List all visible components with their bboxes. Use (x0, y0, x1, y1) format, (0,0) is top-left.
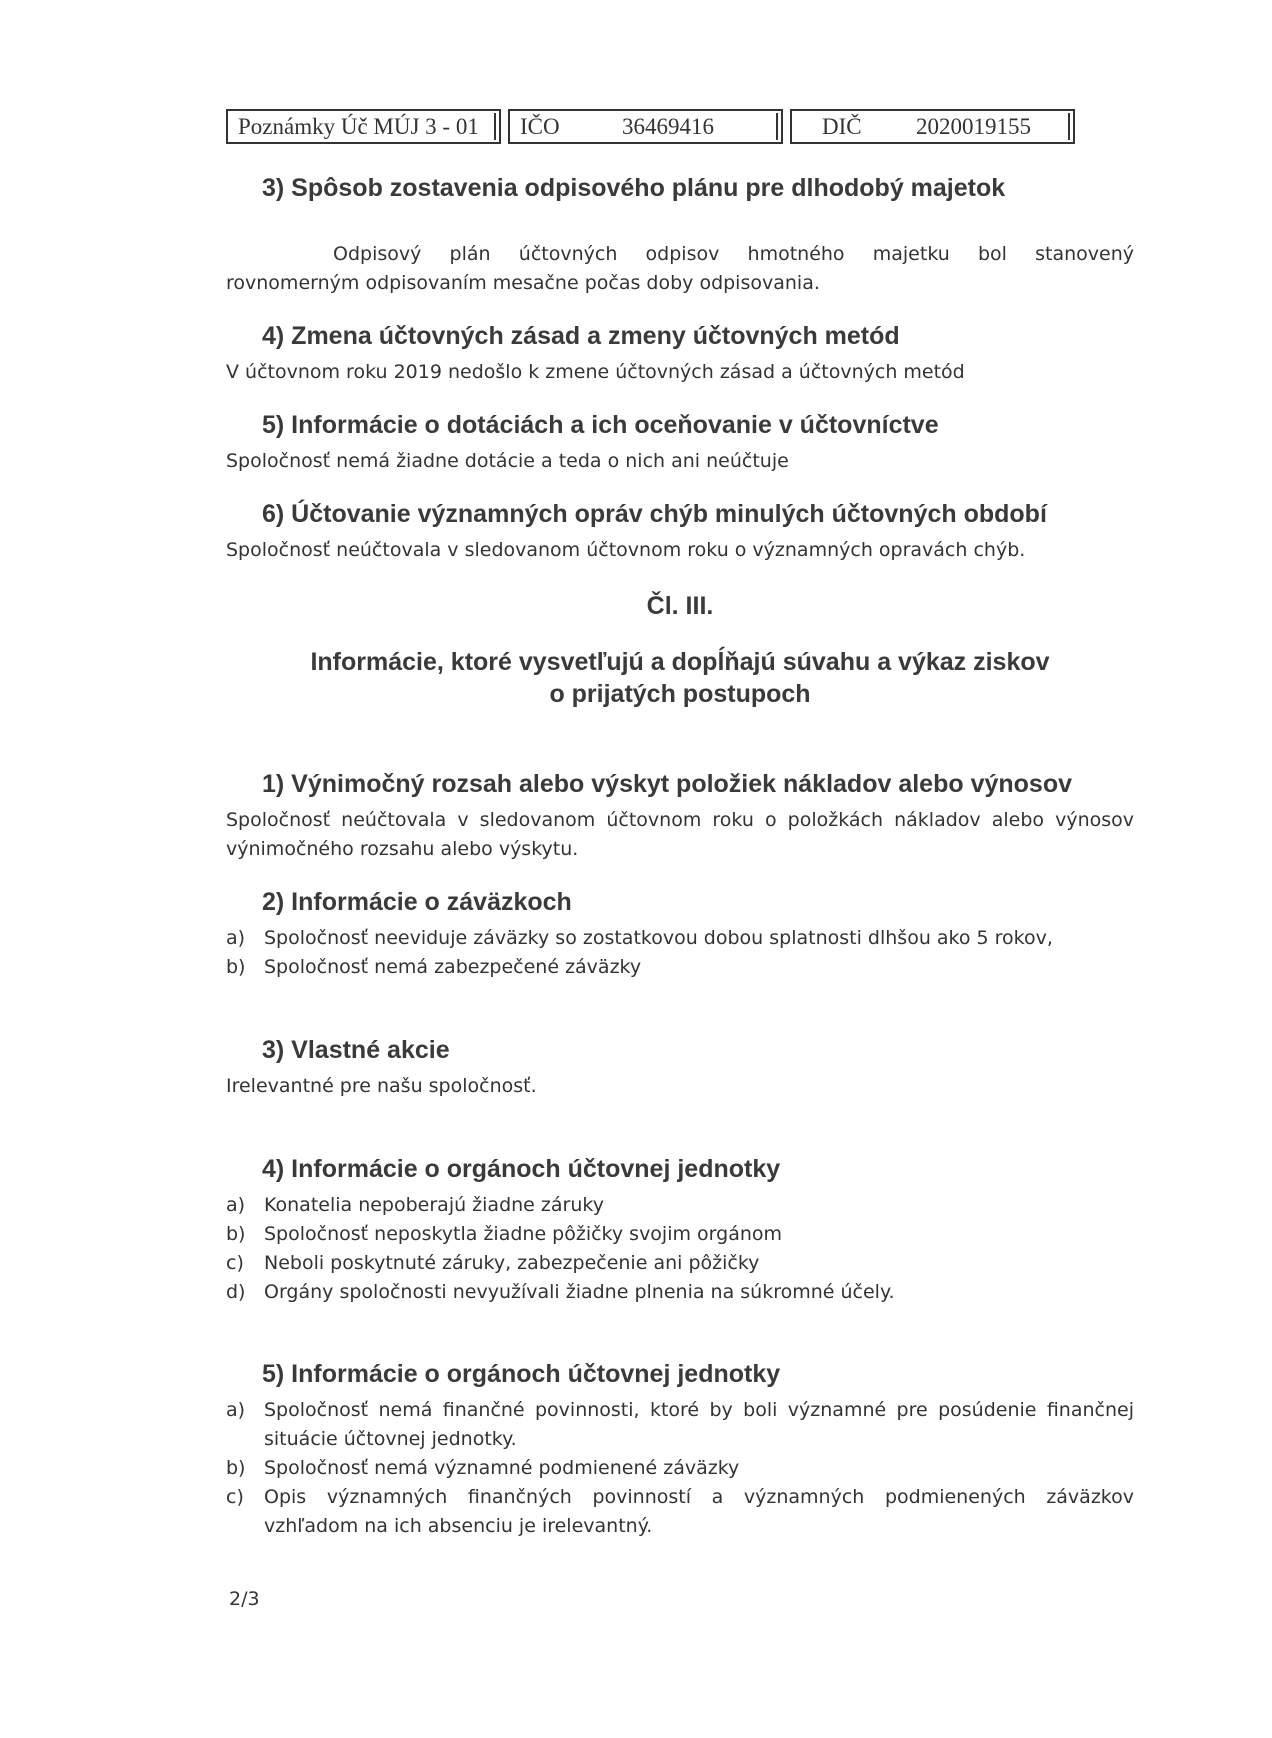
article-2-title: 2) Informácie o záväzkoch (262, 888, 572, 916)
list-text-line-2: vzhľadom na ich absenciu je irelevantný. (264, 1515, 653, 1537)
list-text: Neboli poskytnuté záruky, zabezpečenie ani pôžičky (264, 1252, 760, 1274)
list-marker: a) (226, 1194, 246, 1216)
article-3-title: 3) Vlastné akcie (262, 1036, 450, 1064)
header-dic-box (790, 109, 1075, 144)
list-marker: b) (226, 956, 246, 978)
header-ico-value: 36469416 (622, 114, 714, 139)
list-marker: b) (226, 1457, 246, 1479)
list-marker: c) (226, 1252, 244, 1274)
section-3-line-1: Odpisový plán účtovných odpisov hmotného majetku bol stanovený (333, 243, 1134, 265)
list-text: Spoločnosť neeviduje záväzky so zostatkovou dobou splatnosti dlhšou ako 5 rokov, (264, 927, 1053, 949)
section-5-text: Spoločnosť nemá žiadne dotácie a teda o nich ani neúčtuje (226, 450, 789, 472)
article-title-line-2: o prijatých postupoch (549, 680, 811, 708)
list-marker: b) (226, 1223, 246, 1245)
list-text (264, 1483, 1134, 1541)
header-dic-label: DIČ (822, 114, 862, 139)
list-marker: c) (226, 1486, 244, 1508)
list-text-line-1: Spoločnosť nemá finančné povinnosti, ktoré by boli významné pre posúdenie finančnej (264, 1399, 1134, 1421)
section-6-text: Spoločnosť neúčtovala v sledovanom účtovnom roku o významných opravách chýb. (226, 539, 1026, 561)
section-4-text: V účtovnom roku 2019 nedošlo k zmene účtovných zásad a účtovných metód (226, 361, 965, 383)
section-3-title: 3) Spôsob zostavenia odpisového plánu pre dlhodobý majetok (262, 174, 1006, 202)
list-text (264, 1396, 1134, 1454)
page-number: 2/3 (229, 1588, 260, 1610)
article-1-line-2: výnimočného rozsahu alebo výskytu. (226, 838, 579, 860)
list-marker: a) (226, 1399, 246, 1421)
section-4-title: 4) Zmena účtovných zásad a zmeny účtovných metód (262, 322, 900, 350)
article-title-line-1: Informácie, ktoré vysvetľujú a dopĺňajú súvahu a výkaz ziskov (310, 648, 1050, 676)
section-5-title: 5) Informácie o dotáciách a ich oceňovanie v účtovníctve (262, 411, 939, 439)
article-number: Čl. III. (646, 592, 714, 620)
list-text: Spoločnosť nemá významné podmienené záväzky (264, 1457, 740, 1479)
header-dic-value: 2020019155 (916, 114, 1031, 139)
list-marker: a) (226, 927, 246, 949)
section-3-line-2: rovnomerným odpisovaním mesačne počas doby odpisovania. (226, 272, 820, 294)
article-1-title: 1) Výnimočný rozsah alebo výskyt položiek nákladov alebo výnosov (262, 770, 1072, 798)
list-text-line-2: situácie účtovnej jednotky. (264, 1428, 517, 1450)
article-5-title: 5) Informácie o orgánoch účtovnej jednotky (262, 1360, 781, 1388)
header-doc-box (226, 109, 501, 144)
list-text: Konatelia nepoberajú žiadne záruky (264, 1194, 604, 1216)
article-4-title: 4) Informácie o orgánoch účtovnej jednotky (262, 1155, 781, 1183)
article-3-text: Irelevantné pre našu spoločnosť. (226, 1075, 537, 1097)
header-ico-label: IČO (520, 114, 560, 139)
section-6-title: 6) Účtovanie významných opráv chýb minulých účtovných období (262, 500, 1047, 528)
list-text: Orgány spoločnosti nevyužívali žiadne plnenia na súkromné účely. (264, 1281, 895, 1303)
list-marker: d) (226, 1281, 246, 1303)
header-doc: Poznámky Úč MÚJ 3 - 01 (238, 114, 479, 139)
list-text: Spoločnosť neposkytla žiadne pôžičky svojim orgánom (264, 1223, 783, 1245)
list-text: Spoločnosť nemá zabezpečené záväzky (264, 956, 642, 978)
article-1-line-1: Spoločnosť neúčtovala v sledovanom účtovnom roku o položkách nákladov alebo výnosov (226, 809, 1134, 831)
header-ico-box (508, 109, 783, 144)
list-text-line-1: Opis významných finančných povinností a významných podmienených záväzkov (264, 1486, 1134, 1508)
